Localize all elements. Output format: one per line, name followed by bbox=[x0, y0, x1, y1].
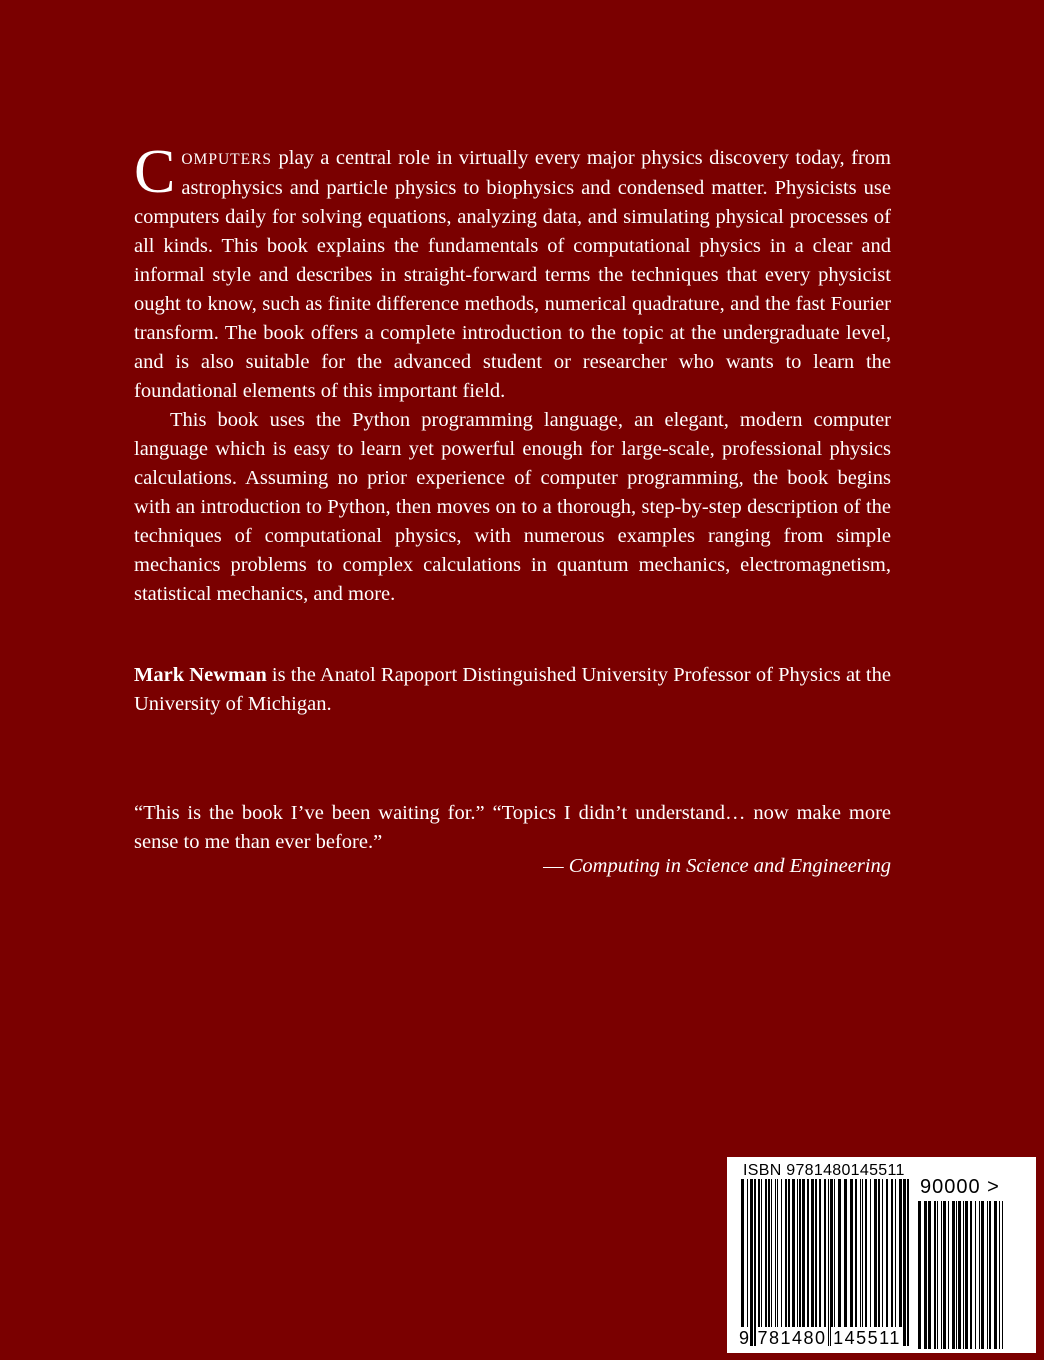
barcode-bar bbox=[768, 1179, 770, 1346]
barcode-bar bbox=[989, 1201, 991, 1349]
author-name: Mark Newman bbox=[134, 664, 267, 686]
barcode-bar bbox=[918, 1201, 921, 1349]
barcode-bar bbox=[963, 1201, 964, 1349]
isbn-barcode bbox=[727, 1157, 1036, 1353]
barcode-digit-group-1: 781480 bbox=[757, 1328, 827, 1348]
barcode-bar bbox=[785, 1179, 787, 1346]
barcode-bar bbox=[775, 1179, 776, 1346]
barcode-bar bbox=[937, 1201, 938, 1349]
description-paragraph-2: This book uses the Python programming language, an elegant, modern computer language which is easy to learn yet powerful enough for large-scale, professional physics calculations. Assuming no prior experience of computer programming, the book begins with an introduction to Python, then moves on to a thorough, step-by-step description of the techniques of computational physics, with numerous examples ranging from simple mechanics problems to complex calculations in quantum mechanics, electromagnetism, statistical mechanics, and more. bbox=[134, 409, 891, 605]
barcode-bar bbox=[941, 1201, 942, 1349]
barcode-digit-group-2: 145511 bbox=[831, 1327, 903, 1349]
barcode-bar bbox=[802, 1179, 805, 1346]
barcode-bar bbox=[865, 1179, 867, 1346]
price-code: 90000 > bbox=[920, 1176, 1000, 1198]
barcode-digit-lead: 9 bbox=[739, 1328, 750, 1348]
quote-source: Computing in Science and Engineering bbox=[568, 855, 891, 877]
barcode-bar bbox=[750, 1179, 753, 1346]
barcode-bar bbox=[1002, 1201, 1003, 1349]
barcode-bar bbox=[828, 1179, 829, 1346]
book-description bbox=[134, 138, 891, 609]
barcode-bar bbox=[874, 1179, 877, 1346]
description-paragraph-1-text: play a central role in virtually every major physics discovery today, from astrophysics and particle physics to biophysics and condensed matter. Physicists use computers daily for solving equations, analyzing data, and simulating physical processes of all kinds. This book explains the fundamentals of computational physics in a clear and informal style and describes in straight-forward terms the techniques that every physicist ought to know, such as finite difference methods, numerical quadrature, and the fast Fourier transform. The book offers a complete introduction to the topic at the undergraduate level, and is also suitable for the advanced student or researcher who wants to learn the foundational elements of this important field. bbox=[134, 147, 891, 402]
barcode-bar bbox=[981, 1201, 984, 1349]
barcode-bar bbox=[850, 1179, 853, 1346]
barcode-bar bbox=[792, 1179, 795, 1346]
barcode-bar bbox=[771, 1179, 772, 1346]
barcode-bar bbox=[882, 1179, 883, 1346]
barcode-bar bbox=[975, 1201, 976, 1349]
barcode-bar bbox=[815, 1179, 817, 1346]
barcode-bar bbox=[761, 1179, 762, 1346]
review-quote: “This is the book I’ve been waiting for.” “Topics I didn’t understand… now make more sense to me than ever before.” bbox=[134, 802, 891, 853]
barcode-bar bbox=[747, 1179, 748, 1346]
barcode-bar bbox=[834, 1179, 835, 1346]
barcode-bar bbox=[830, 1179, 833, 1346]
barcode-bar bbox=[965, 1201, 968, 1349]
quote-attribution bbox=[134, 852, 891, 881]
barcode-bar bbox=[758, 1179, 760, 1346]
barcode-bar bbox=[855, 1179, 857, 1346]
barcode-bar bbox=[907, 1179, 909, 1346]
barcode-bar bbox=[958, 1201, 961, 1349]
barcode-bar bbox=[928, 1201, 931, 1349]
barcode-bar bbox=[956, 1201, 957, 1349]
barcode-bar bbox=[891, 1179, 893, 1346]
barcode-bar bbox=[934, 1201, 936, 1349]
barcode-bar bbox=[987, 1201, 988, 1349]
barcode-bar bbox=[886, 1179, 888, 1346]
barcode-bar bbox=[799, 1179, 801, 1346]
barcode-bar bbox=[797, 1179, 798, 1346]
small-caps-word: OMPUTERS bbox=[181, 151, 273, 168]
description-paragraph-1 bbox=[134, 138, 891, 406]
barcode-bar bbox=[903, 1179, 906, 1346]
barcode-bar bbox=[741, 1179, 744, 1346]
barcode-bar bbox=[979, 1201, 980, 1349]
barcode-bar bbox=[895, 1179, 896, 1346]
barcode-bar bbox=[948, 1201, 949, 1349]
barcode-bar bbox=[994, 1201, 997, 1349]
barcode-addon-bars bbox=[918, 1201, 1004, 1349]
barcode-bar bbox=[819, 1179, 821, 1346]
barcode-bar bbox=[811, 1179, 814, 1346]
barcode-bar bbox=[754, 1179, 756, 1346]
barcode-bar bbox=[788, 1179, 790, 1346]
drop-cap-letter: C bbox=[134, 138, 176, 206]
barcode-bar bbox=[860, 1179, 861, 1346]
author-bio bbox=[134, 661, 891, 719]
barcode-bar bbox=[807, 1179, 809, 1346]
barcode-digits bbox=[741, 1327, 911, 1349]
barcode-bar bbox=[870, 1179, 871, 1346]
barcode-bar bbox=[970, 1201, 972, 1349]
barcode-bar bbox=[943, 1201, 946, 1349]
barcode-bar bbox=[862, 1179, 863, 1346]
barcode-bar bbox=[838, 1179, 841, 1346]
barcode-bar bbox=[765, 1179, 767, 1346]
barcode-bar bbox=[952, 1201, 955, 1349]
barcode-bar bbox=[844, 1179, 847, 1346]
barcode-bar bbox=[824, 1179, 826, 1346]
barcode-bar bbox=[777, 1179, 778, 1346]
barcode-bar bbox=[999, 1201, 1000, 1349]
barcode-bar bbox=[781, 1179, 782, 1346]
author-bio-text: is the Anatol Rapoport Distinguished University Professor of Physics at the University of Michigan. bbox=[134, 664, 891, 715]
barcode-bar bbox=[899, 1179, 902, 1346]
quote-dash: — bbox=[543, 855, 569, 877]
barcode-main-bars bbox=[741, 1179, 911, 1346]
barcode-bar bbox=[924, 1201, 927, 1349]
barcode-bar bbox=[878, 1179, 880, 1346]
isbn-label: ISBN 9781480145511 bbox=[743, 1162, 905, 1179]
